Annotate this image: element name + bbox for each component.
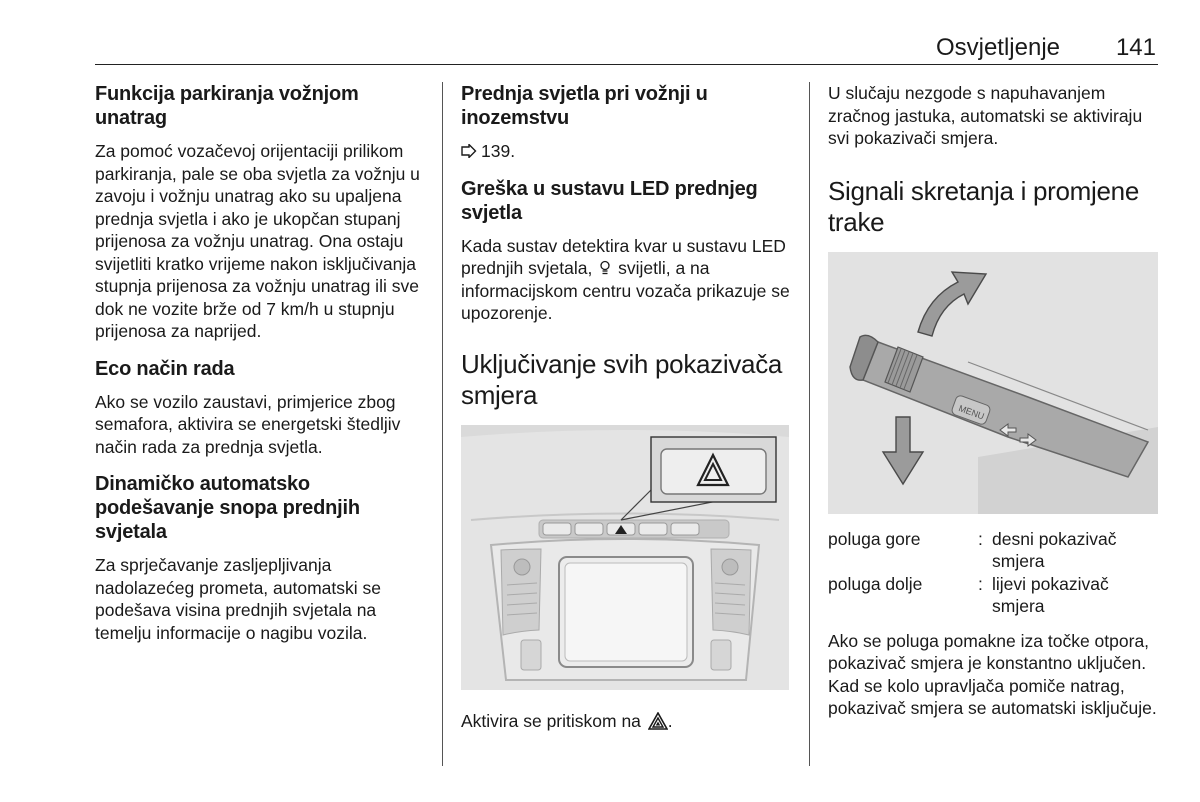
hazard-button-illustration	[461, 425, 789, 690]
led-warning-icon	[599, 260, 611, 276]
paragraph-led-fault	[461, 235, 791, 325]
led-fault-text-end: svijetli, a na informacijskom centru vozača prikazuje se upozorenje.	[461, 258, 790, 323]
page-header	[95, 34, 1158, 65]
reference-arrow-icon	[461, 144, 477, 158]
definition-description: desni pokazivač smjera	[992, 528, 1117, 571]
caption-period: .	[667, 710, 673, 731]
heading-hazard-lights: Uključivanje svih pokazivača smjera	[461, 348, 783, 410]
definition-row	[828, 573, 1158, 618]
page-number: 141	[1115, 34, 1156, 61]
led-fault-text-start: Kada sustav detektira kvar u sustavu LED prednjih svjetala,	[461, 235, 786, 278]
caption-text: Aktivira se pritiskom na	[461, 710, 641, 731]
heading-eco-mode: Eco način rada	[95, 357, 235, 380]
column-3	[828, 82, 1158, 734]
definition-separator: :	[978, 573, 983, 594]
column-divider	[442, 82, 443, 766]
definition-term: poluga gore	[828, 528, 921, 549]
heading-led-fault: Greška u sustavu LED prednjeg svjetla	[461, 177, 758, 224]
definition-row	[828, 528, 1158, 573]
column-divider	[809, 82, 810, 766]
paragraph-eco-mode: Ako se vozilo zaustavi, primjerice zbog semafora, aktivira se energetski štedljiv način rada za prednja svjetla.	[95, 391, 401, 457]
heading-reverse-parking: Funkcija parkiranja vožnjom unatrag	[95, 83, 359, 129]
definition-description: lijevi pokazivač smjera	[992, 573, 1109, 616]
menu-button-label: MENU	[957, 402, 986, 422]
heading-turn-signals: Signali skretanja i promjene trake	[828, 175, 1139, 237]
turn-signal-illustration	[828, 252, 1158, 514]
column-1	[95, 82, 430, 658]
paragraph-detent: Ako se poluga pomakne iza točke otpora, pokazivač smjera je konstantno uključen. Kad se kolo upravljača pomiče natrag, pokazivač smjera se automatski isključuje.	[828, 630, 1157, 718]
column-2	[461, 82, 791, 746]
section-title: Osvjetljenje	[935, 34, 1060, 61]
heading-dynamic-levelling: Dinamičko automatsko podešavanje snopa prednjih svjetala	[95, 473, 360, 543]
definition-term: poluga dolje	[828, 573, 923, 594]
hazard-caption	[461, 710, 791, 733]
paragraph-airbag-hazard: U slučaju nezgode s napuhavanjem zračnog jastuka, automatski se aktiviraju svi pokazivači smjera.	[828, 83, 1143, 148]
cross-reference	[461, 140, 791, 163]
turn-signal-definitions	[828, 528, 1158, 618]
paragraph-dynamic-levelling: Za sprječavanje zasljepljivanja nadolazećeg prometa, automatski se podešava visina prednjih svjetala na temelju informacije o nagibu vozila.	[95, 555, 381, 643]
paragraph-reverse-parking: Za pomoć vozačevoj orijentaciji prilikom parkiranja, pale se oba svjetla za vožnju u zavoju i vožnju unatrag ako su upaljena prednja svjetla i ako je ukopčan stupanj prijenosa za vožnju unatrag. Ona ostaju svijetliti kratko vrijeme nakon isključivanja stupnja prijenosa za vožnju unatrag ili sve dok ne vozite brže od 7 km/h u stupnju prijenosa za naprijed.	[95, 141, 420, 341]
hazard-triangle-icon	[648, 712, 668, 730]
reference-page: 139.	[481, 141, 516, 161]
heading-abroad: Prednja svjetla pri vožnji u inozemstvu	[461, 83, 708, 129]
definition-separator: :	[978, 528, 983, 549]
